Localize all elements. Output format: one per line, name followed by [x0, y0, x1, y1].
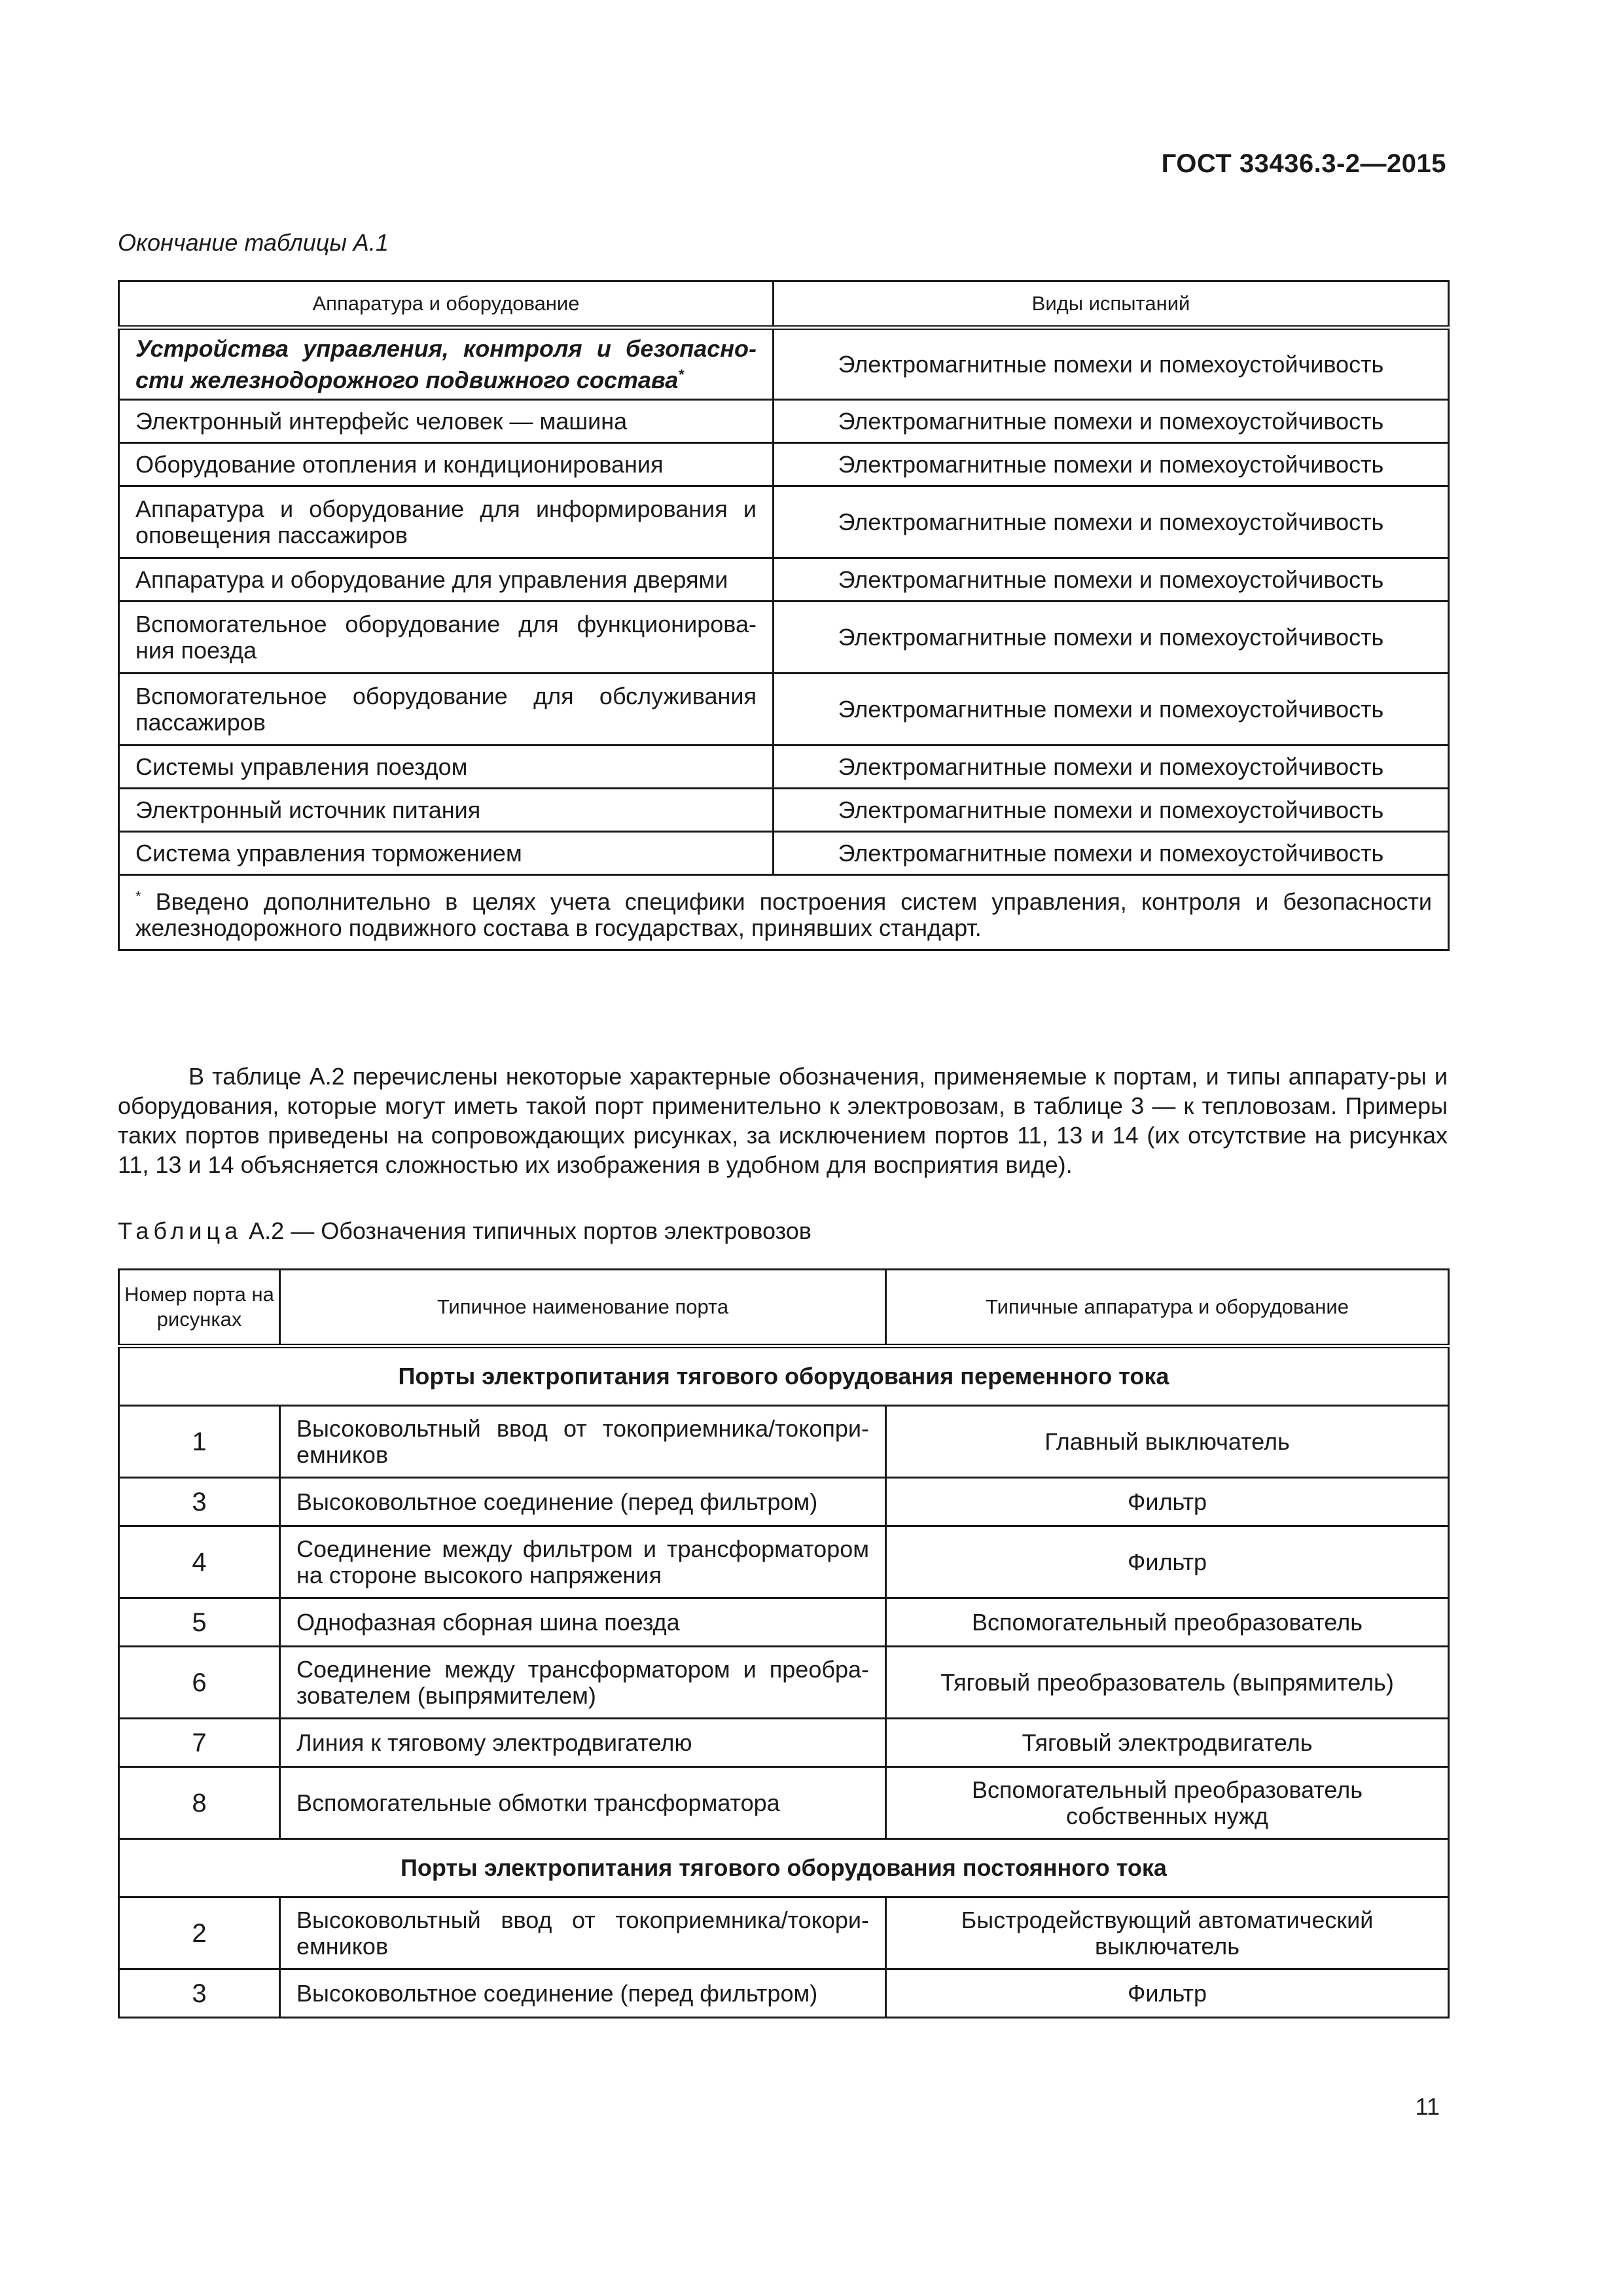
table-row: [119, 601, 1449, 673]
table-row: [119, 1478, 1449, 1526]
port-name-cell: Соединение между фильтром и трансформатором на стороне высокого напряжения: [280, 1526, 886, 1598]
table2-caption: [118, 1217, 812, 1245]
table1-caption: Окончание таблицы А.1: [118, 229, 389, 256]
equipment-cell: Электронный источник питания: [119, 789, 774, 832]
footnote-text: Введено дополнительно в целях учета специфики построения систем управления, контроля и безопасности железнодорожного подвижного состава в государствах, принявших стандарт.: [135, 888, 1432, 941]
port-number-cell: 4: [119, 1526, 280, 1598]
table-row: [119, 1598, 1449, 1647]
footnote-mark: *: [135, 888, 141, 905]
table-a1: [118, 280, 1450, 951]
table-row: [119, 558, 1449, 601]
test-cell: Электромагнитные помехи и помехоустойчивость: [774, 745, 1449, 789]
column-header-tests: Виды испытаний: [774, 281, 1449, 328]
table-row: [119, 832, 1449, 875]
port-name-cell: Однофазная сборная шина поезда: [280, 1598, 886, 1647]
equipment-cell: Вспомогательное оборудование для функционирова-ния поезда: [119, 601, 774, 673]
port-name-cell: Высоковольтное соединение (перед фильтром): [280, 1478, 886, 1526]
port-number-cell: 7: [119, 1719, 280, 1767]
table-row: [119, 789, 1449, 832]
port-number-cell: 6: [119, 1647, 280, 1719]
table-row: [119, 745, 1449, 789]
test-cell: Электромагнитные помехи и помехоустойчивость: [774, 558, 1449, 601]
table-row: [119, 443, 1449, 486]
footnote-mark: *: [678, 366, 684, 383]
test-cell: Электромагнитные помехи и помехоустойчивость: [774, 443, 1449, 486]
table-row: [119, 1897, 1449, 1969]
equipment-cell: Аппаратура и оборудование для управления дверями: [119, 558, 774, 601]
test-cell: Электромагнитные помехи и помехоустойчивость: [774, 832, 1449, 875]
table-row: [119, 1647, 1449, 1719]
test-cell: Электромагнитные помехи и помехоустойчивость: [774, 328, 1449, 400]
equipment-cell: Система управления торможением: [119, 832, 774, 875]
table-header-row: [119, 1270, 1449, 1346]
section-row: [119, 1839, 1449, 1897]
table-row: [119, 486, 1449, 558]
caption-label: Таблица: [118, 1217, 243, 1244]
port-number-cell: 2: [119, 1897, 280, 1969]
column-header-equipment: Аппаратура и оборудование: [119, 281, 774, 328]
port-name-cell: Высоковольтный ввод от токоприемника/токори-емников: [280, 1897, 886, 1969]
table-row: [119, 1719, 1449, 1767]
port-number-cell: 8: [119, 1767, 280, 1839]
port-name-cell: Соединение между трансформатором и преобра-зователем (выпрямителем): [280, 1647, 886, 1719]
test-cell: Электромагнитные помехи и помехоустойчивость: [774, 789, 1449, 832]
equipment-cell: Вспомогательный преобразователь собственных нужд: [886, 1767, 1449, 1839]
port-number-cell: 3: [119, 1969, 280, 2018]
column-header-equipment: Типичные аппаратура и оборудование: [886, 1270, 1449, 1346]
footnote-cell: [119, 875, 1449, 950]
footnote-row: [119, 875, 1449, 950]
port-name-cell: Вспомогательные обмотки трансформатора: [280, 1767, 886, 1839]
equipment-cell: Системы управления поездом: [119, 745, 774, 789]
equipment-cell: Фильтр: [886, 1969, 1449, 2018]
table-row: [119, 1526, 1449, 1598]
column-header-port-name: Типичное наименование порта: [280, 1270, 886, 1346]
equipment-cell: Электронный интерфейс человек — машина: [119, 400, 774, 443]
section-row: [119, 1346, 1449, 1406]
port-name-cell: Линия к тяговому электродвигателю: [280, 1719, 886, 1767]
port-number-cell: 3: [119, 1478, 280, 1526]
test-cell: Электромагнитные помехи и помехоустойчивость: [774, 601, 1449, 673]
table-a2: [118, 1268, 1450, 2018]
equipment-cell: Аппаратура и оборудование для информирования и оповещения пассажиров: [119, 486, 774, 558]
equipment-cell: Тяговый преобразователь (выпрямитель): [886, 1647, 1449, 1719]
column-header-port-number: Номер порта на рисунках: [119, 1270, 280, 1346]
table-row: [119, 1767, 1449, 1839]
test-cell: Электромагнитные помехи и помехоустойчивость: [774, 486, 1449, 558]
section-ac-title: Порты электропитания тягового оборудования переменного тока: [119, 1346, 1449, 1406]
table-row: [119, 673, 1449, 745]
test-cell: Электромагнитные помехи и помехоустойчивость: [774, 673, 1449, 745]
table-row: [119, 1969, 1449, 2018]
standard-number: ГОСТ 33436.3-2—2015: [1161, 149, 1446, 178]
page-number: 11: [1415, 2093, 1440, 2120]
section-dc-title: Порты электропитания тягового оборудования постоянного тока: [119, 1839, 1449, 1897]
body-paragraph: В таблице А.2 перечислены некоторые характерные обозначения, применяемые к портам, и типы аппарату-ры и оборудования, которые могут иметь такой порт применительно к электровозам, в таблице 3 — к тепловозам. Примеры таких портов приведены на сопровождающих рисунках, за исключением портов 11, 13 и 14 (их отсутствие на рисунках 11, 13 и 14 объясняется сложностью их изображения в удобном для восприятия виде).: [118, 1063, 1448, 1178]
equipment-cell: Быстродействующий автоматический выключатель: [886, 1897, 1449, 1969]
equipment-cell: Тяговый электродвигатель: [886, 1719, 1449, 1767]
table-header-row: [119, 281, 1449, 328]
equipment-cell: Фильтр: [886, 1526, 1449, 1598]
equipment-cell: Вспомогательный преобразователь: [886, 1598, 1449, 1647]
equipment-cell: Главный выключатель: [886, 1406, 1449, 1478]
equipment-cell: Оборудование отопления и кондиционирования: [119, 443, 774, 486]
table-row: [119, 1406, 1449, 1478]
port-name-cell: Высоковольтный ввод от токоприемника/токопри-емников: [280, 1406, 886, 1478]
port-number-cell: 1: [119, 1406, 280, 1478]
table-row: [119, 400, 1449, 443]
table-row: [119, 328, 1449, 400]
caption-title: А.2 — Обозначения типичных портов электровозов: [242, 1217, 812, 1244]
equipment-cell: Вспомогательное оборудование для обслуживания пассажиров: [119, 673, 774, 745]
port-name-cell: Высоковольтное соединение (перед фильтром): [280, 1969, 886, 2018]
equipment-cell: Устройства управления, контроля и безопасно-сти железнодорожного подвижного состава*: [119, 328, 774, 400]
equipment-cell: Фильтр: [886, 1478, 1449, 1526]
test-cell: Электромагнитные помехи и помехоустойчивость: [774, 400, 1449, 443]
port-number-cell: 5: [119, 1598, 280, 1647]
